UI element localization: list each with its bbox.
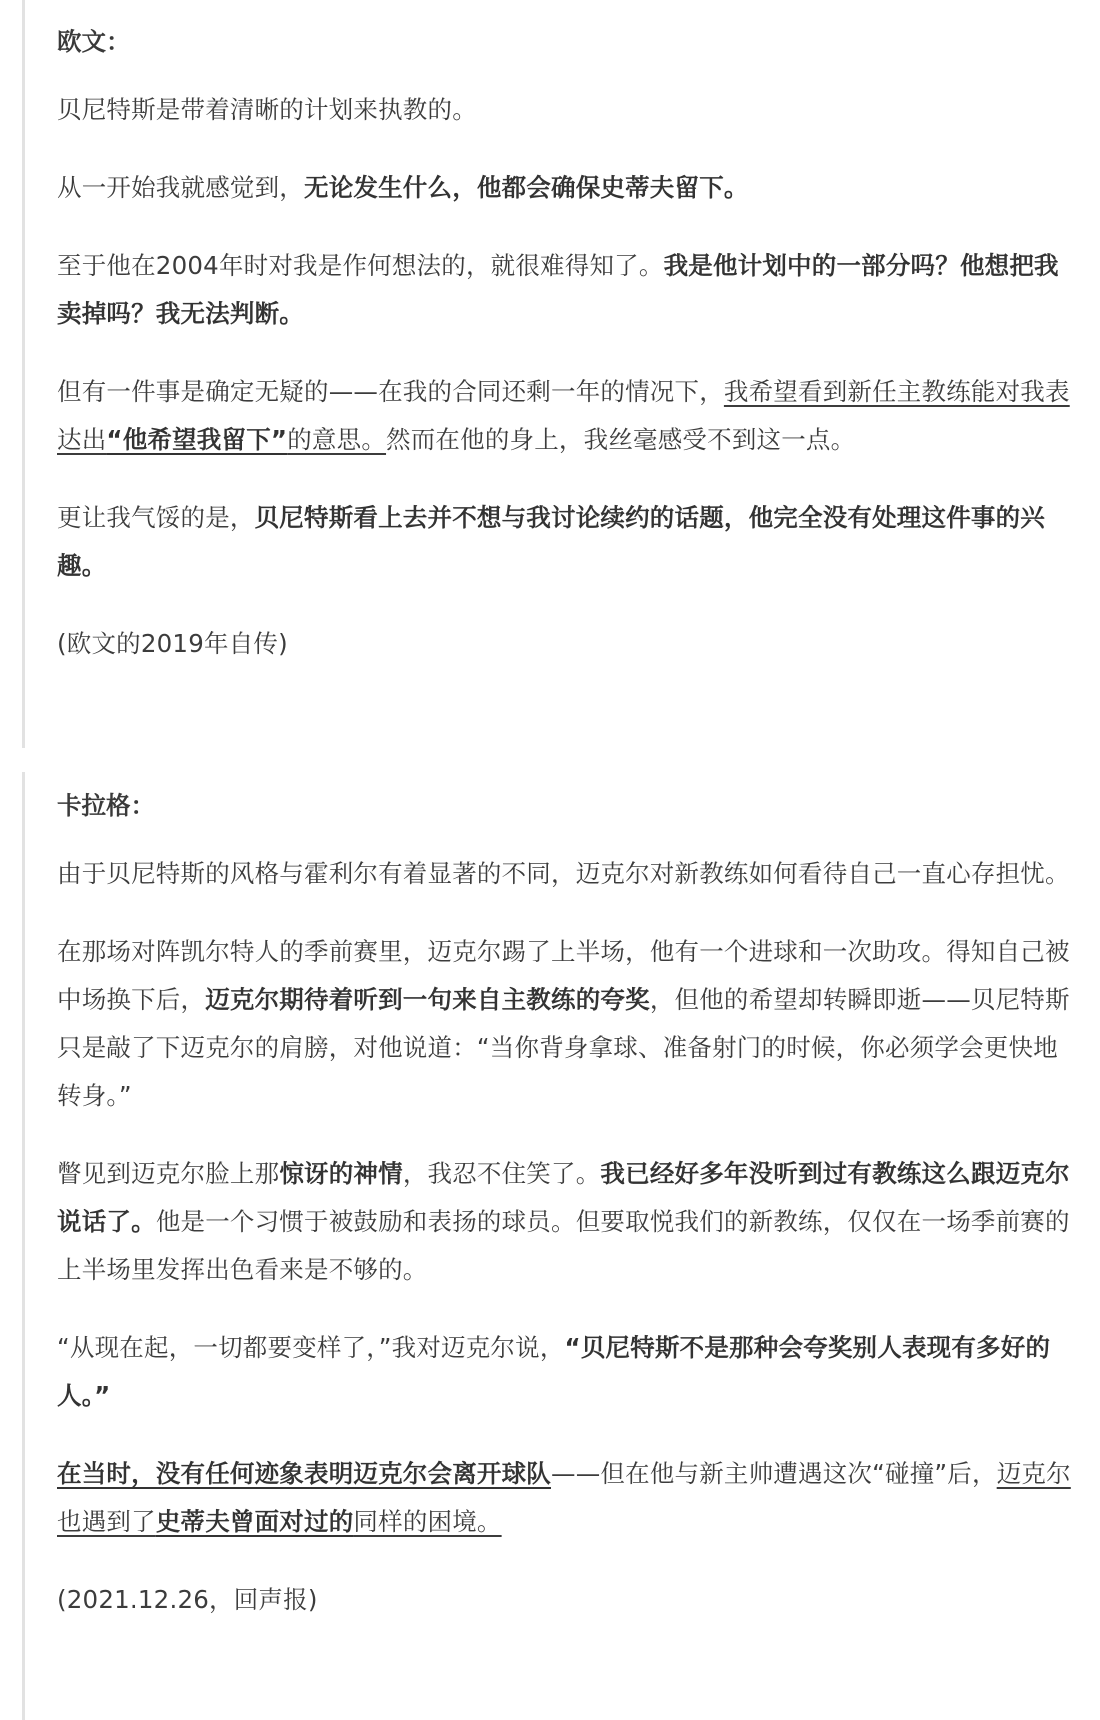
text-run: 我希望看到新任主教练能对我表达出 [57, 377, 1070, 454]
paragraph [57, 1324, 1072, 1420]
text-run: 至于他在2004年时对我是作何想法的，就很难得知了。 [57, 251, 664, 280]
paragraph [57, 928, 1072, 1120]
text-run: 从一开始我就感觉到， [57, 173, 304, 202]
text-run: 然而在他的身上，我丝毫感受不到这一点。 [386, 425, 856, 454]
paragraph [57, 164, 1072, 212]
emphasis-text: 我已经好多年没听到过有教练这么跟迈克尔说话了。 [57, 1159, 1070, 1236]
text-run: 但有一件事是确定无疑的——在我的合同还剩一年的情况下， [57, 377, 724, 406]
emphasis-text: 贝尼特斯看上去并不想与我讨论续约的话题，他完全没有处理这件事的兴趣。 [57, 503, 1046, 580]
quote-block-carragher [22, 772, 1082, 1720]
text-run: 在那场对阵凯尔特人的季前赛里，迈克尔踢了上半场，他有一个进球和一次助攻。得知自己被中场换下后， [57, 937, 1070, 1014]
paragraph [57, 494, 1072, 590]
emphasis-text: 史蒂夫曾面对过的 [155, 1507, 354, 1536]
text-run: 由于贝尼特斯的风格与霍利尔有着显著的不同，迈克尔对新教练如何看待自己一直心存担忧。 [57, 859, 1070, 888]
speaker-label: 卡拉格： [57, 791, 155, 820]
text-run: ，但他的希望却转瞬即逝——贝尼特斯只是敲了下迈克尔的肩膀，对他说道：“当你背身拿球、准备射门的时候，你必须学会更快地转身。” [57, 985, 1070, 1110]
text-run: 迈克尔也遇到了 [57, 1459, 1071, 1536]
quote-block-owen [22, 0, 1082, 748]
paragraph [57, 1450, 1072, 1546]
text-run: ——但在他与新主帅遭遇这次“碰撞”后， [551, 1459, 997, 1488]
speaker-label: 欧文： [57, 27, 131, 56]
text-run: ，我忍不住笑了。 [402, 1159, 601, 1188]
source-citation: (欧文的2019年自传) [57, 629, 288, 658]
emphasis-text: 迈克尔期待着听到一句来自主教练的夸奖 [205, 985, 650, 1014]
text-run: 同样的困境。 [353, 1507, 502, 1536]
emphasis-text: “他希望我留下” [106, 425, 288, 454]
paragraph [57, 368, 1072, 464]
paragraph [57, 850, 1072, 898]
source-citation: (2021.12.26，回声报) [57, 1585, 318, 1614]
emphasis-text: 在当时，没有任何迹象表明迈克尔会离开球队 [57, 1459, 551, 1488]
emphasis-text: 惊讶的神情 [279, 1159, 403, 1188]
text-run: “从现在起，一切都要变样了，”我对迈克尔说， [57, 1333, 565, 1362]
emphasis-text: 我是他计划中的一部分吗？他想把我卖掉吗？我无法判断。 [57, 251, 1059, 328]
text-run: 瞥见到迈克尔脸上那 [57, 1159, 280, 1188]
text-run: 他是一个习惯于被鼓励和表扬的球员。但要取悦我们的新教练，仅仅在一场季前赛的上半场里发挥出色看来是不够的。 [57, 1207, 1070, 1284]
paragraph [57, 1150, 1072, 1294]
text-run: 贝尼特斯是带着清晰的计划来执教的。 [57, 95, 477, 124]
paragraph [57, 86, 1072, 134]
emphasis-text: 无论发生什么，他都会确保史蒂夫留下。 [304, 173, 749, 202]
text-run: 更让我气馁的是， [57, 503, 255, 532]
emphasis-text: “贝尼特斯不是那种会夸奖别人表现有多好的人。” [57, 1333, 1051, 1410]
text-run: 的意思。 [287, 425, 387, 454]
paragraph [57, 242, 1072, 338]
